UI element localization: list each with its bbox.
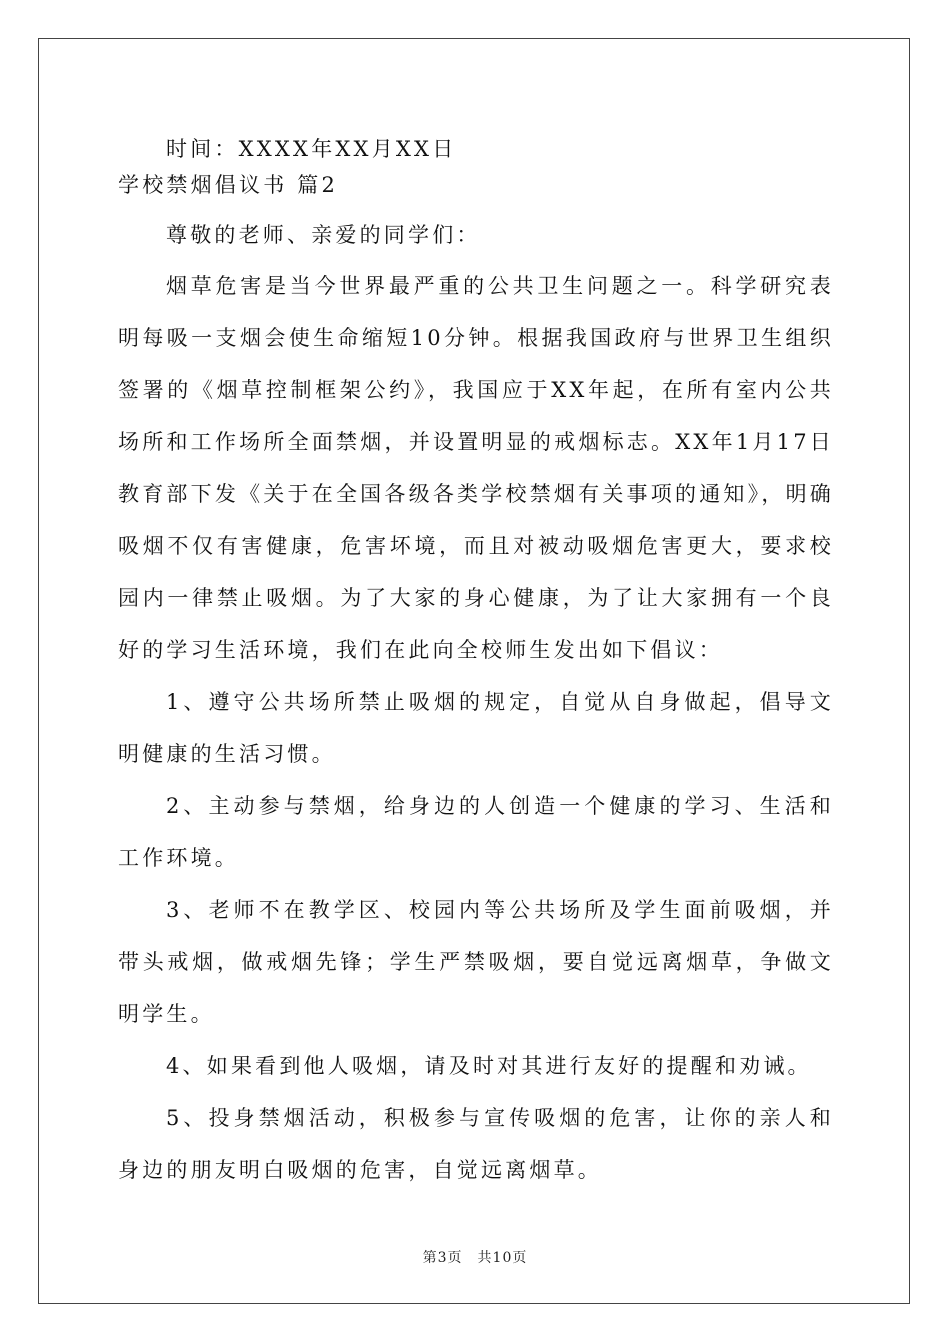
greeting-line: 尊敬的老师、亲爱的同学们：: [166, 223, 481, 247]
proposal-item-5: 5、投身禁烟活动，积极参与宣传吸烟的危害，让你的亲人和身边的朋友明白吸烟的危害，自觉远离烟草。: [118, 1106, 834, 1182]
paragraph-list: [118, 260, 834, 1196]
proposal-item-2: 2、主动参与禁烟，给身边的人创造一个健康的学习、生活和工作环境。: [118, 794, 834, 870]
section-heading: 学校禁烟倡议书 篇2: [118, 173, 339, 197]
date-line: 时间：XXXX年XX月XX日: [166, 137, 457, 161]
proposal-item-1: 1、遵守公共场所禁止吸烟的规定，自觉从自身做起，倡导文明健康的生活习惯。: [118, 690, 834, 766]
intro-paragraph: 烟草危害是当今世界最严重的公共卫生问题之一。科学研究表明每吸一支烟会使生命缩短10分钟。根据我国政府与世界卫生组织签署的《烟草控制框架公约》，我国应于XX年起，在所有室内公共场所和工作场所全面禁烟，并设置明显的戒烟标志。XX年1月17日教育部下发《关于在全国各级各类学校禁烟有关事项的通知》，明确吸烟不仅有害健康，危害坏境，而且对被动吸烟危害更大，要求校园内一律禁止吸烟。为了大家的身心健康，为了让大家拥有一个良好的学习生活环境，我们在此向全校师生发出如下倡议：: [118, 274, 834, 662]
proposal-item-4: 4、如果看到他人吸烟，请及时对其进行友好的提醒和劝诫。: [166, 1054, 812, 1078]
proposal-item-3: 3、老师不在教学区、校园内等公共场所及学生面前吸烟，并带头戒烟，做戒烟先锋；学生严禁吸烟，要自觉远离烟草，争做文明学生。: [118, 898, 834, 1026]
document-body: [118, 128, 834, 1196]
page-number-footer: 第3页 共10页: [422, 1250, 528, 1266]
